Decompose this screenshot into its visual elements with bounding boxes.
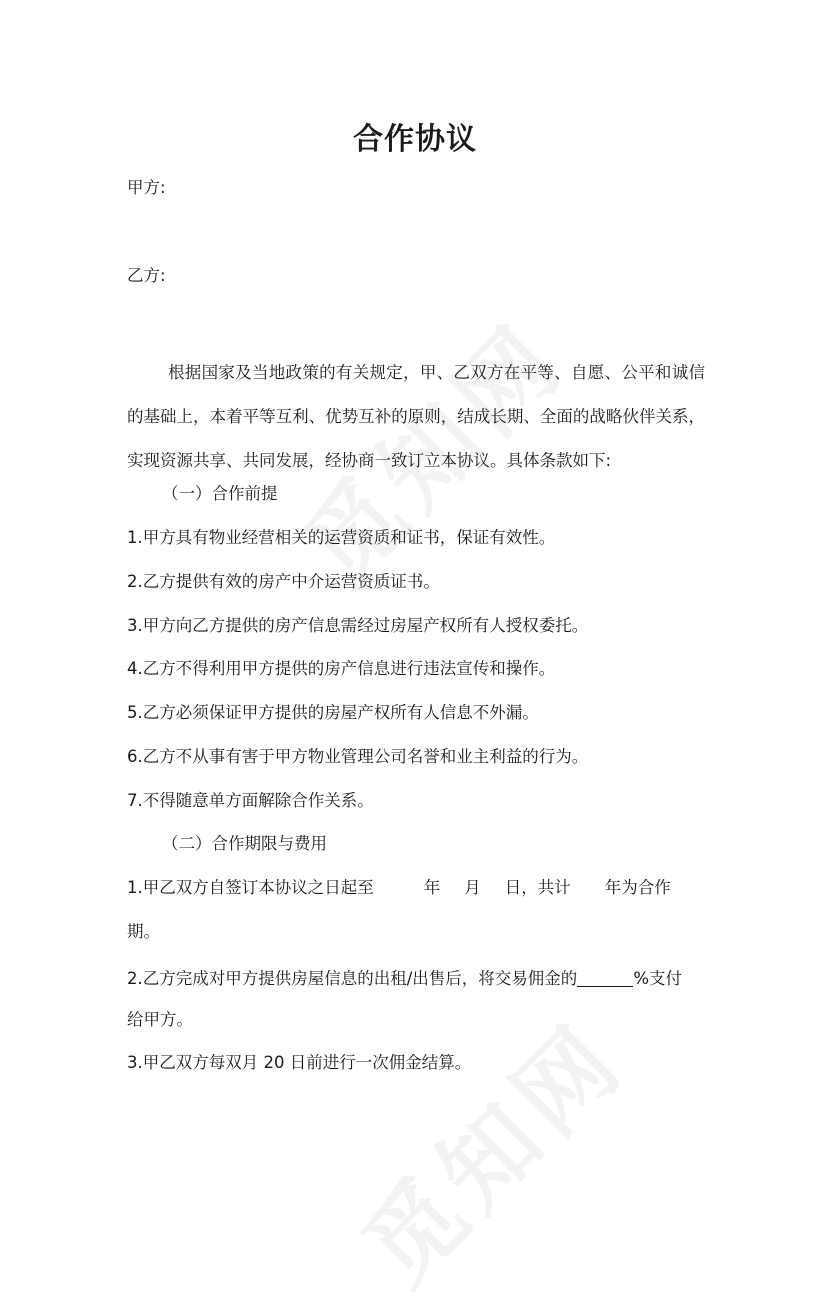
- commission-percent-text: %支付: [633, 969, 682, 988]
- section1-heading: （一）合作前提: [162, 484, 278, 503]
- term-month-label: 月: [464, 878, 481, 897]
- commission-clause: [127, 968, 682, 988]
- commission-clause-cont: 给甲方。: [127, 1010, 193, 1029]
- list-item: 2.乙方提供有效的房产中介运营资质证书。: [127, 572, 440, 591]
- intro-paragraph: 根据国家及当地政策的有关规定，甲、乙双方在平等、自愿、公平和诚信的基础上，本着平等互利、优势互补的原则，结成长期、全面的战略伙伴关系，实现资源共享、共同发展，经协商一致订立本协议。具体条款如下:: [127, 363, 705, 470]
- term-end-text: 年为合作: [604, 878, 671, 897]
- watermark: [328, 988, 650, 1309]
- term-day-label: 日，共计: [504, 878, 571, 897]
- percent-blank-field[interactable]: [577, 968, 633, 987]
- list-item: 4.乙方不得利用甲方提供的房产信息进行违法宣传和操作。: [127, 659, 556, 678]
- term-clause-cont: 期。: [127, 922, 160, 941]
- list-item: 3.甲方向乙方提供的房产信息需经过房屋产权所有人授权委托。: [127, 616, 589, 635]
- term-clause: [127, 880, 671, 897]
- list-item: 6.乙方不从事有害于甲方物业管理公司名誉和业主利益的行为。: [127, 747, 589, 766]
- list-item: 1.甲方具有物业经营相关的运营资质和证书，保证有效性。: [127, 528, 556, 547]
- term-clause-text: 1.甲乙双方自签订本协议之日起至: [127, 878, 374, 897]
- document-title: 合作协议: [353, 122, 477, 157]
- list-item: 5.乙方必须保证甲方提供的房屋产权所有人信息不外漏。: [127, 703, 539, 722]
- party-a-label: 甲方:: [127, 178, 166, 197]
- settlement-clause: 3.甲乙双方每双月 20 日前进行一次佣金结算。: [127, 1053, 472, 1072]
- commission-clause-text: 2.乙方完成对甲方提供房屋信息的出租/出售后，将交易佣金的: [127, 969, 578, 988]
- section2-heading: （二）合作期限与费用: [162, 834, 327, 853]
- party-b-label: 乙方:: [127, 266, 166, 285]
- term-year-label: 年: [423, 878, 441, 897]
- list-item: 7.不得随意单方面解除合作关系。: [127, 791, 374, 810]
